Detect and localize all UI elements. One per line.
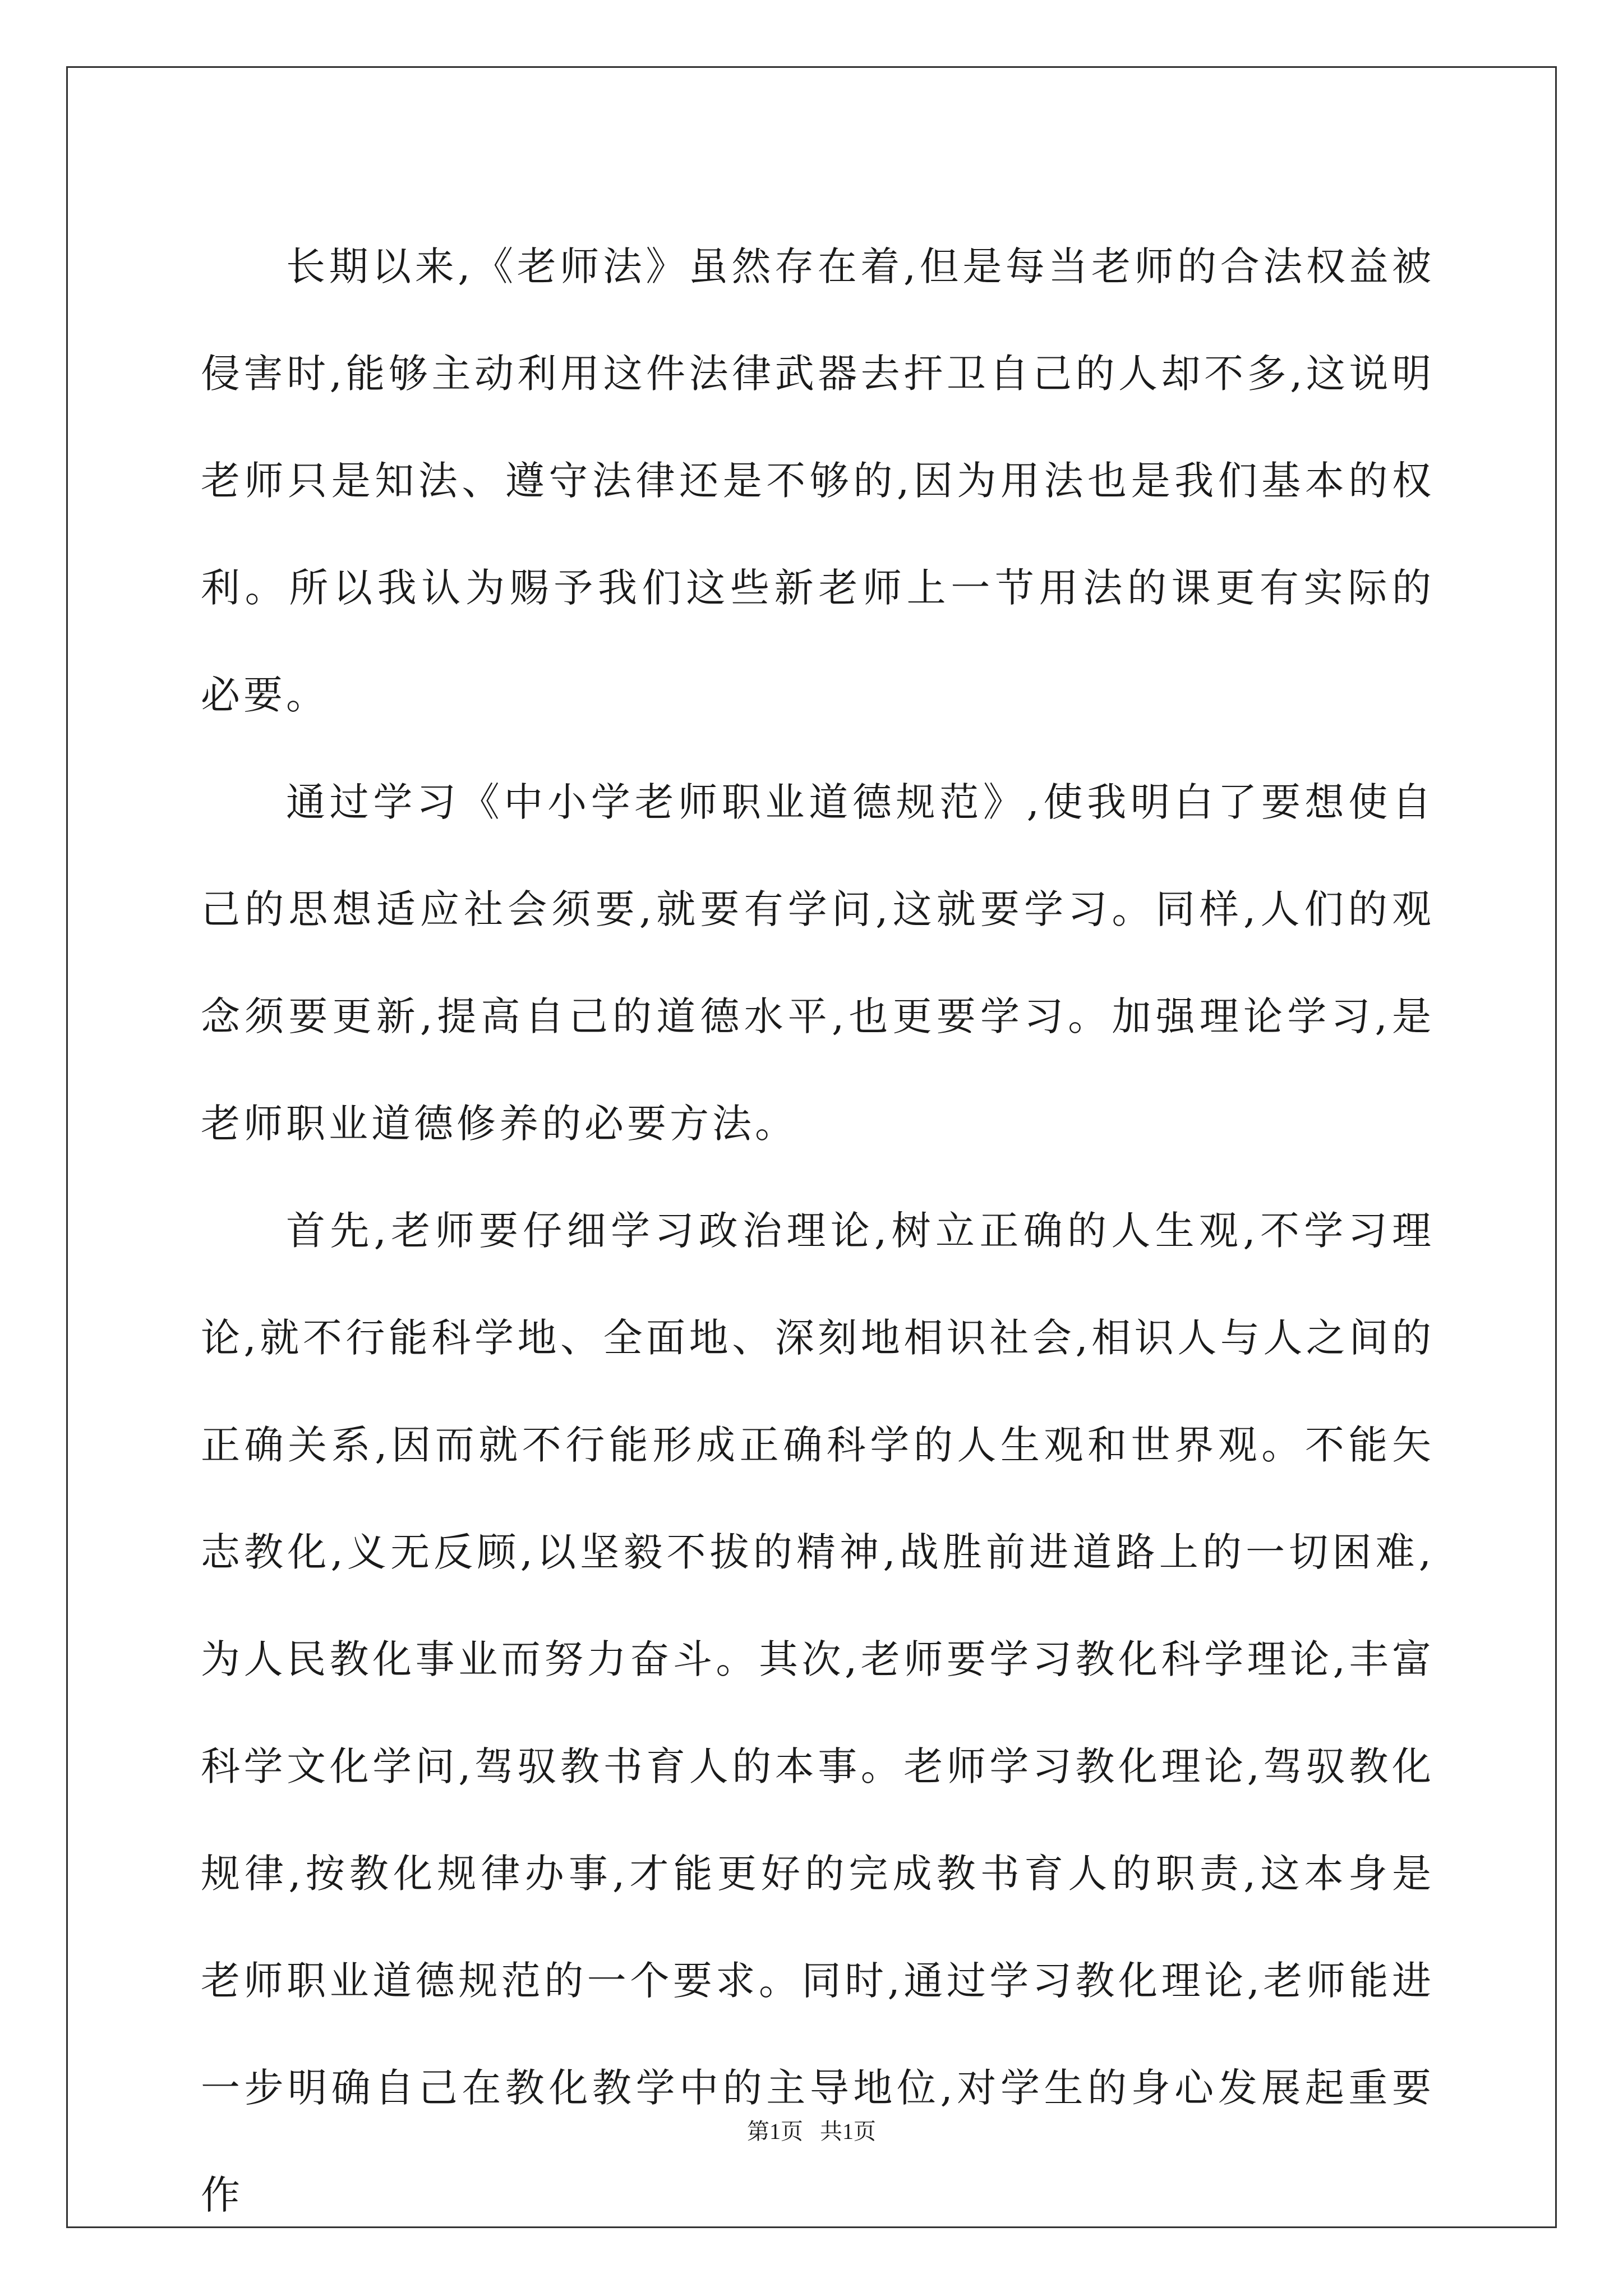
document-body	[201, 213, 1435, 2249]
paragraph-theory-study: 首先,老师要仔细学习政治理论,树立正确的人生观,不学习理论,就不行能科学地、全面地、深刻地相识社会,相识人与人之间的正确关系,因而就不行能形成正确科学的人生观和世界观。不能矢志教化,义无反顾,以坚毅不拔的精神,战胜前进道路上的一切困难,为人民教化事业而努力奋斗。其次,老师要学习教化科学理论,丰富科学文化学问,驾驭教书育人的本事。老师学习教化理论,驾驭教化规律,按教化规律办事,才能更好的完成教书育人的职责,这本身是老师职业道德规范的一个要求。同时,通过学习教化理论,老师能进一步明确自己在教化教学中的主导地位,对学生的身心发展起重要作	[201, 1208, 1435, 2218]
paragraph-ethics-standards: 通过学习《中小学老师职业道德规范》,使我明白了要想使自己的思想适应社会须要,就要有学问,这就要学习。同样,人们的观念须要更新,提高自己的道德水平,也更要学习。加强理论学习,是老师职业道德修养的必要方法。	[201, 779, 1435, 1147]
page-number-footer: 第1页 共1页	[747, 2119, 876, 2144]
paragraph-teacher-law: 长期以来,《老师法》虽然存在着,但是每当老师的合法权益被侵害时,能够主动利用这件法律武器去扞卫自己的人却不多,这说明老师只是知法、遵守法律还是不够的,因为用法也是我们基本的权利。所以我认为赐予我们这些新老师上一节用法的课更有实际的必要。	[201, 243, 1435, 718]
